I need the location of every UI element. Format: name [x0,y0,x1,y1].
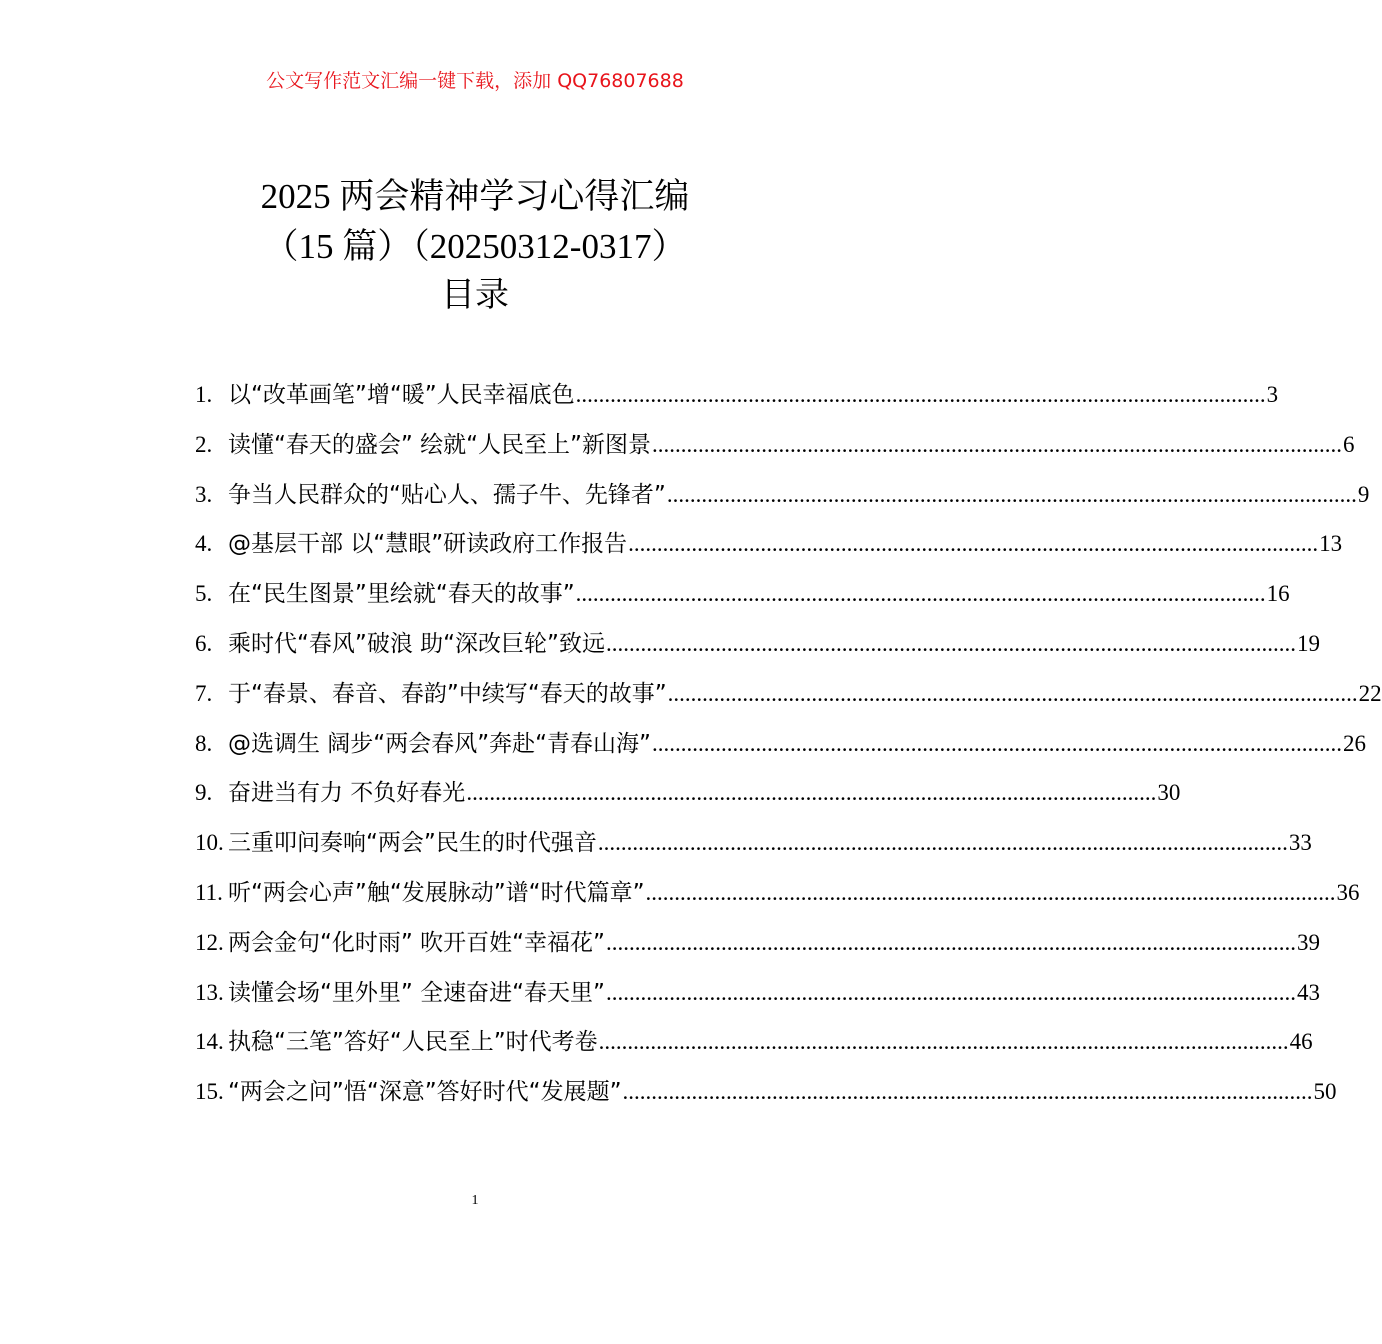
toc-entry[interactable] [195,719,1366,769]
toc-entry-page: 50 [1313,1079,1337,1105]
toc-entry-title: 听“两会心声”触“发展脉动”谱“时代篇章” [228,879,645,906]
toc-entry-number: 11. [195,879,223,905]
dot-leader [646,868,1336,918]
toc-entry[interactable] [195,619,1320,669]
toc-entry-page: 16 [1266,581,1290,607]
toc-entry-page: 19 [1296,630,1320,656]
toc-entry[interactable] [195,669,1382,719]
dot-leader [606,918,1296,968]
toc-entry-title: 三重叩问奏响“两会”民生的时代强音 [228,830,597,857]
toc-entry[interactable] [195,968,1320,1018]
toc-entry-title: 奋进当有力 不负好春光 [228,780,466,807]
toc-entry-page: 6 [1342,431,1355,457]
toc-entry-title: 读懂会场“里外里” 全速奋进“春天里” [228,979,605,1006]
toc-entry-number: 7. [195,680,213,706]
toc-entry-title: 执稳“三笔”答好“人民至上”时代考卷 [228,1029,598,1056]
toc-entry-title: 读懂“春天的盛会” 绘就“人民至上”新图景 [228,431,651,458]
page-number: 1 [471,1193,479,1208]
toc-entry-page: 33 [1288,830,1312,856]
dot-leader [606,619,1296,669]
toc-entry-number: 1. [195,382,213,407]
toc-entry-page: 22 [1358,680,1382,706]
dot-leader [599,1017,1289,1067]
dot-leader [668,669,1358,719]
dot-leader [576,569,1266,619]
title-line-1: 2025 两会精神学习心得汇编 [260,177,690,216]
toc-entry-title: “两会之问”悟“深意”答好时代“发展题” [228,1079,622,1106]
toc-entry-page: 36 [1336,879,1360,905]
toc-entry-page: 13 [1319,531,1343,557]
toc-entry-number: 2. [195,431,213,457]
toc-heading: 目录 [441,275,509,315]
toc-entry-number: 15. [195,1079,224,1105]
toc-entry-page: 46 [1289,1029,1313,1055]
toc-entry-title: 乘时代“春风”破浪 助“深改巨轮”致远 [228,630,605,657]
toc-entry-page: 39 [1296,929,1320,955]
dot-leader [598,818,1288,868]
toc-entry-number: 13. [195,979,224,1005]
toc-entry-number: 9. [195,780,213,806]
dot-leader [652,719,1342,769]
toc-entry-page: 26 [1342,730,1366,756]
toc-entry-number: 6. [195,630,213,656]
toc-entry-title: 两会金句“化时雨” 吹开百姓“幸福花” [228,929,605,956]
toc-entry[interactable] [195,370,1279,420]
toc-entry-title: @基层干部 以“慧眼”研读政府工作报告 [228,531,628,558]
toc-entry[interactable] [195,569,1290,619]
toc-entry-title: 于“春景、春音、春韵”中续写“春天的故事” [228,680,667,707]
dot-leader [667,470,1357,520]
dot-leader [606,968,1296,1018]
toc-entry[interactable] [195,768,1181,818]
toc-entry-title: 在“民生图景”里绘就“春天的故事” [228,581,575,608]
toc-entry-page: 9 [1357,481,1370,507]
download-notice: 公文写作范文汇编一键下载，添加 QQ76807688 [266,70,684,92]
document-title [0,172,950,272]
toc-entry-number: 8. [195,730,213,756]
dot-leader [576,370,1266,420]
toc-entry-number: 14. [195,1029,224,1055]
toc-entry-title: 争当人民群众的“贴心人、孺子牛、先锋者” [228,481,666,508]
toc-entry[interactable] [195,918,1320,968]
dot-leader [466,768,1156,818]
toc-entry-number: 4. [195,531,213,557]
toc-entry[interactable] [195,1067,1337,1117]
toc-entry-page: 30 [1157,780,1181,806]
dot-leader [652,420,1342,470]
toc-entry-page: 3 [1266,382,1279,407]
dot-leader [623,1067,1313,1117]
toc-entry[interactable] [195,519,1343,569]
toc-entry[interactable] [195,420,1355,470]
toc-entry-number: 3. [195,481,213,507]
toc-entry-title: @选调生 阔步“两会春风”奔赴“青春山海” [228,730,651,757]
dot-leader [628,519,1318,569]
toc-entry-number: 5. [195,581,213,607]
toc-entry-number: 10. [195,830,224,856]
toc-entry[interactable] [195,818,1312,868]
table-of-contents [195,370,1382,1117]
toc-entry-page: 43 [1296,979,1320,1005]
toc-entry[interactable] [195,470,1370,520]
title-line-2: （15 篇）（20250312-0317） [263,227,687,266]
toc-entry-title: 以“改革画笔”增“暖”人民幸福底色 [228,382,575,408]
toc-entry[interactable] [195,1017,1313,1067]
toc-entry-number: 12. [195,929,224,955]
toc-entry[interactable] [195,868,1360,918]
